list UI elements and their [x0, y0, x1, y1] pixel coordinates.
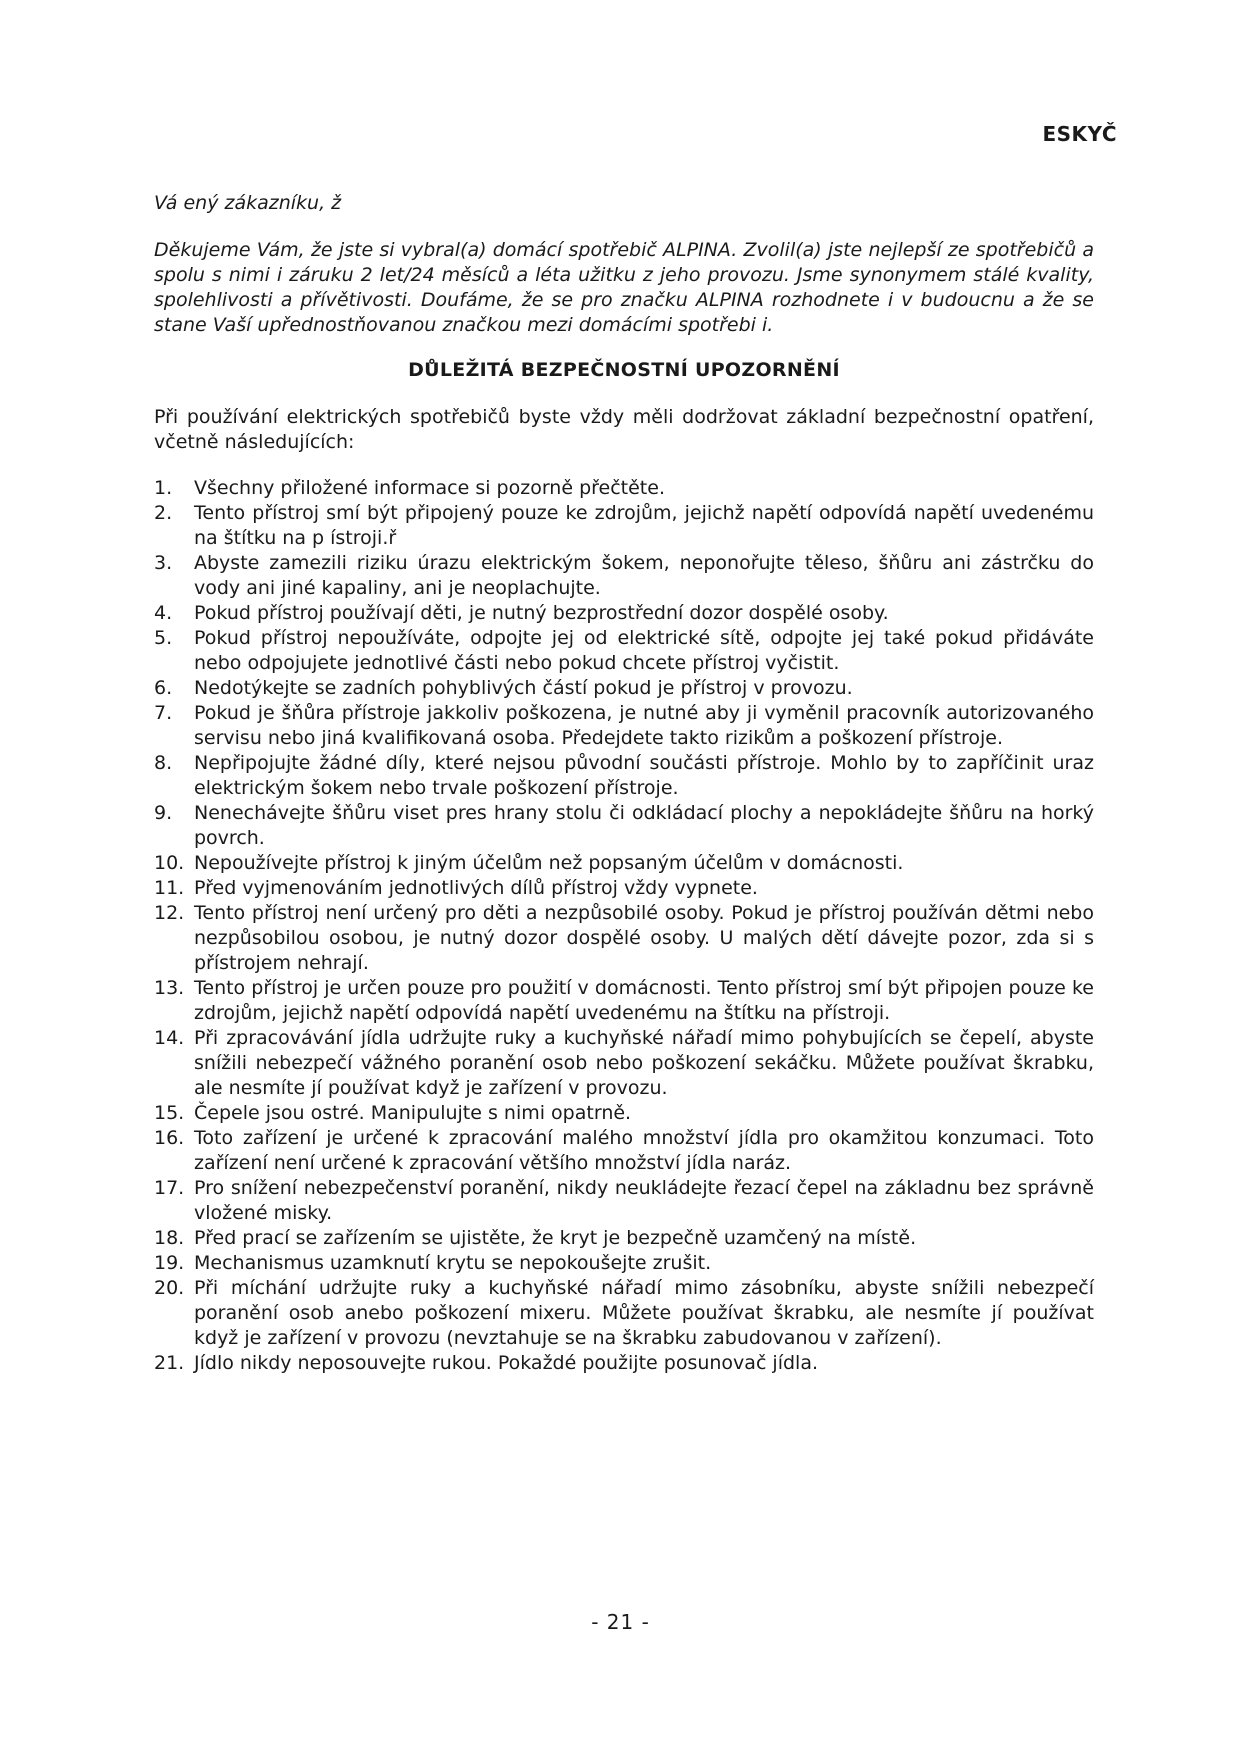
list-item-text: Pokud přístroj používají děti, je nutný bezprostřední dozor dospělé osoby. — [194, 602, 889, 624]
list-item — [154, 1226, 1094, 1251]
list-item — [154, 1101, 1094, 1126]
intro-paragraph: Děkujeme Vám, že jste si vybral(a) domácí spotřebič ALPINA. Zvolil(a) jste nejlepší ze spotřebičů a spolu s nimi i záruku 2 let/24 měsíců a léta užitku z jeho provozu. Jsme synonymem stálé kvality, spolehlivosti a přívětivosti. Doufáme, že se pro značku ALPINA rozhodnete i v budoucnu a že se stane Vaší upřednostňovanou značkou mezi domácími spotřebi i. — [154, 239, 1094, 336]
list-item — [154, 1276, 1094, 1351]
list-item-text: Nedotýkejte se zadních pohyblivých částí pokud je přístroj v provozu. — [194, 677, 853, 699]
lead-paragraph: Při používání elektrických spotřebičů byste vždy měli dodržovat základní bezpečnostní opatření, včetně následujících: — [154, 406, 1094, 453]
list-item-number: 7. — [154, 702, 173, 724]
list-item-number: 18. — [154, 1227, 185, 1249]
list-item-number: 19. — [154, 1252, 185, 1274]
list-item-number: 8. — [154, 752, 173, 774]
page-number: - 21 - — [591, 1610, 650, 1634]
list-item — [154, 876, 1094, 901]
list-item-text: Pokud je šňůra přístroje jakkoliv poškozena, je nutné aby ji vyměnil pracovník autorizovaného servisu nebo jiná kvalifikovaná osoba. Předejdete takto rizikům a poškození přístroje. — [194, 702, 1094, 749]
safety-rules-list — [154, 476, 1094, 1376]
list-item — [154, 626, 1094, 676]
list-item — [154, 801, 1094, 851]
list-item-text: Pro snížení nebezpečenství poranění, nikdy neukládejte řezací čepel na základnu bez správně vložené misky. — [194, 1177, 1094, 1224]
list-item — [154, 1126, 1094, 1176]
list-item — [154, 851, 1094, 876]
list-item — [154, 1251, 1094, 1276]
list-item-text: Tento přístroj smí být připojený pouze ke zdrojům, jejichž napětí odpovídá napětí uvedenému na štítku na p ístroji.ř — [194, 502, 1094, 549]
list-item-text: Mechanismus uzamknutí krytu se nepokoušejte zrušit. — [194, 1252, 712, 1274]
list-item-number: 16. — [154, 1127, 185, 1149]
list-item-number: 11. — [154, 877, 185, 899]
list-item — [154, 676, 1094, 701]
list-item-text: Tento přístroj je určen pouze pro použití v domácnosti. Tento přístroj smí být připojen pouze ke zdrojům, jejichž napětí odpovídá napětí uvedenému na štítku na přístroji. — [194, 977, 1094, 1024]
list-item-text: Nepřipojujte žádné díly, které nejsou původní součásti přístroje. Mohlo by to zapříčinit uraz elektrickým šokem nebo trvale poškození přístroje. — [194, 752, 1094, 799]
list-item-text: Nenechávejte šňůru viset pres hrany stolu či odkládací plochy a nepokládejte šňůru na horký povrch. — [194, 802, 1094, 849]
list-item-number: 4. — [154, 602, 173, 624]
list-item — [154, 551, 1094, 601]
list-item — [154, 701, 1094, 751]
list-item-text: Abyste zamezili riziku úrazu elektrickým šokem, neponořujte těleso, šňůru ani zástrčku do vody ani jiné kapaliny, ani je neoplachujte. — [194, 552, 1094, 599]
list-item-number: 1. — [154, 477, 173, 499]
list-item — [154, 751, 1094, 801]
list-item-text: Před vyjmenováním jednotlivých dílů přístroj vždy vypnete. — [194, 877, 758, 899]
list-item — [154, 601, 1094, 626]
list-item-number: 21. — [154, 1352, 185, 1374]
list-item — [154, 1176, 1094, 1226]
list-item-number: 9. — [154, 802, 173, 824]
list-item-text: Pokud přístroj nepoužíváte, odpojte jej od elektrické sítě, odpojte jej také pokud přidáváte nebo odpojujete jednotlivé části nebo pokud chcete přístroj vyčistit. — [194, 627, 1094, 674]
list-item-number: 12. — [154, 902, 185, 924]
list-item — [154, 476, 1094, 501]
list-item-number: 20. — [154, 1277, 185, 1299]
list-item-text: Při míchání udržujte ruky a kuchyňské nářadí mimo zásobníku, abyste snížili nebezpečí poranění osob anebo poškození mixeru. Můžete používat škrabku, ale nesmíte jí používat když je zařízení v provozu (nevztahuje se na škrabku zabudovanou v zařízení). — [194, 1277, 1094, 1349]
list-item-number: 6. — [154, 677, 173, 699]
list-item-number: 17. — [154, 1177, 185, 1199]
list-item-number: 14. — [154, 1027, 185, 1049]
list-item-number: 5. — [154, 627, 173, 649]
list-item-text: Čepele jsou ostré. Manipulujte s nimi opatrně. — [194, 1102, 632, 1124]
list-item — [154, 901, 1094, 976]
list-item-number: 3. — [154, 552, 173, 574]
list-item-text: Nepoužívejte přístroj k jiným účelům než popsaným účelům v domácnosti. — [194, 852, 904, 874]
list-item-text: Při zpracovávání jídla udržujte ruky a kuchyňské nářadí mimo pohybujících se čepelí, abyste snížili nebezpečí vážného poranění osob nebo poškození sekáčku. Můžete používat škrabku, ale nesmíte jí používat když je zařízení v provozu. — [194, 1027, 1094, 1099]
list-item-text: Tento přístroj není určený pro děti a nezpůsobilé osoby. Pokud je přístroj používán dětmi nebo nezpůsobilou osobou, je nutný dozor dospělé osoby. U malých dětí dávejte pozor, zda si s přístrojem nehrají. — [194, 902, 1094, 974]
list-item — [154, 1026, 1094, 1101]
list-item-text: Před prací se zařízením se ujistěte, že kryt je bezpečně uzamčený na místě. — [194, 1227, 917, 1249]
list-item-text: Toto zařízení je určené k zpracování malého množství jídla pro okamžitou konzumaci. Toto zařízení není určené k zpracování většího množství jídla naráz. — [194, 1127, 1094, 1174]
list-item — [154, 976, 1094, 1026]
list-item — [154, 1351, 1094, 1376]
list-item-number: 15. — [154, 1102, 185, 1124]
page-header-title: ESKYČ — [1042, 122, 1117, 146]
list-item — [154, 501, 1094, 551]
list-item-text: Všechny přiložené informace si pozorně přečtěte. — [194, 477, 665, 499]
list-item-text: Jídlo nikdy neposouvejte rukou. Pokaždé použijte posunovač jídla. — [194, 1352, 819, 1374]
list-item-number: 10. — [154, 852, 185, 874]
section-title: DŮLEŽITÁ BEZPEČNOSTNÍ UPOZORNĚNÍ — [408, 359, 840, 381]
document-body — [154, 191, 1094, 1376]
greeting: Vá ený zákazníku, ž — [154, 192, 342, 214]
list-item-number: 2. — [154, 502, 173, 524]
list-item-number: 13. — [154, 977, 185, 999]
